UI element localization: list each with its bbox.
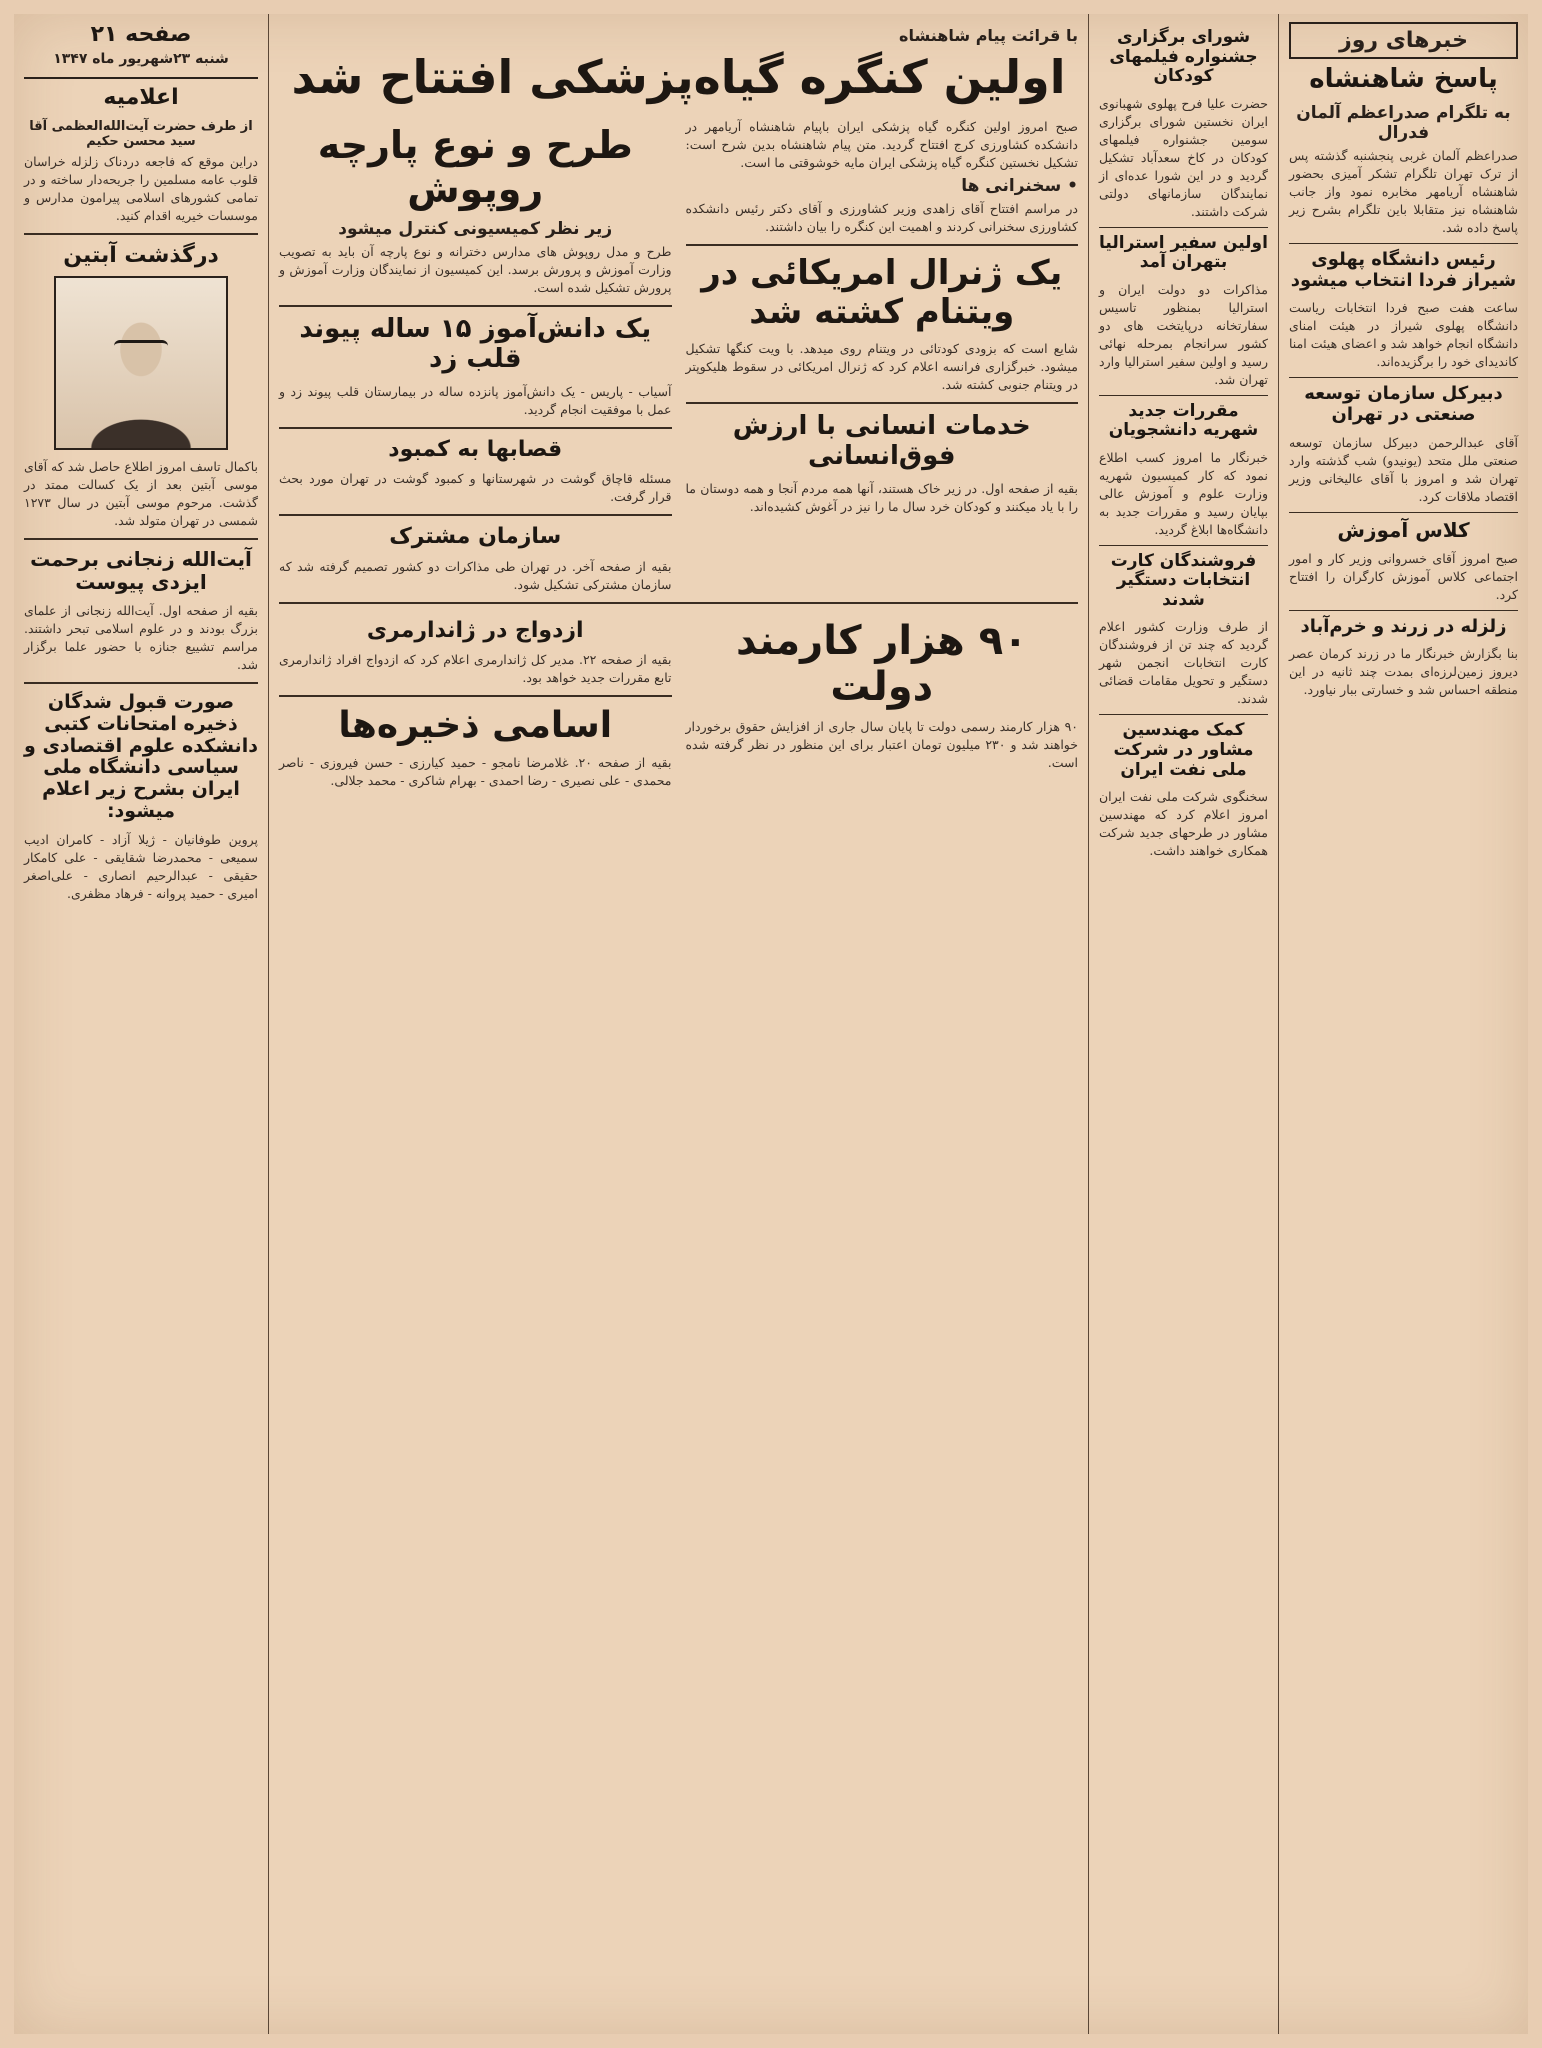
article-vietnam-general: شایع است که بزودی کودتائی در ویتنام روی میدهد. با ویت کنگها تشکیل میشود. خبرگزاری فرانسه اعلام کرد که ژنرال امریکائی در سقوط هلیکوپتر در ویتنام جنوبی کشته شد. — [685, 341, 1078, 393]
headline-training-class: کلاس آموزش — [1337, 517, 1470, 542]
article-zanjani: بقیه از صفحه اول. آیت‌الله زنجانی از علمای بزرگ بودند و در علوم اسلامی تبحر داشتند. مراسم تشییع جنازه با حضور علما برگزار شد. — [24, 602, 258, 672]
article-announcement: دراین موقع که فاجعه دردناک زلزله خراسان قلوب عامه مسلمین را جریحه‌دار ساخته و در تمامی کشورهای اسلامی پیرامون مدارس و موسسات خیریه اقدام کنید. — [24, 153, 258, 223]
headline-film-festival: شورای برگزاری جشنواره فیلمهای کودکان — [1109, 27, 1258, 87]
newspaper-page — [14, 14, 1528, 2034]
page-number: صفحه ۲۱ — [90, 22, 192, 47]
column-news-of-day — [1278, 14, 1528, 2034]
article-film-festival: حضرت علیا فرح پهلوی شهبانوی ایران نخستین شورای برگزاری سومین جشنواره فیلمهای کودکان در کاخ سعدآباد تشکیل گردید و در این شورا عده‌ای از نمایندگان سازمانهای دولتی شرکت داشتند. — [1099, 95, 1268, 219]
article-humane-services: بقیه از صفحه اول. در زیر خاک هستند، آنها همه مردم آنجا و همه دوستان ما را با یاد میکنند و کودکان خرد سال ما را نیز در آغوش کشیده‌اند. — [685, 480, 1078, 514]
headline-reserve-names: اسامی ذخیره‌ها — [338, 704, 613, 746]
headline-oil-consultants: کمک مهندسین مشاور در شرکت ملی نفت ایران — [1113, 720, 1254, 780]
headline-joint-organization: سازمان مشترک — [389, 524, 562, 550]
kicker-congress: با قرائت پیام شاهنشاه — [899, 26, 1078, 45]
issue-date: شنبه ۲۳شهریور ماه ۱۳۴۷ — [53, 51, 229, 68]
article-exam-results: پروین طوفانیان - ژیلا آزاد - کامران ادیب سمیعی - محمدرضا شقایقی - علی کامکار حقیقی - عبدالرحیم انصاری - علی‌اصغر امیری - حمید پروانه - فرهاد مظفری. — [24, 831, 258, 901]
subheadline-announcement: از طرف حضرت آیت‌الله‌العظمی آقا سید محسن حکیم — [29, 118, 253, 149]
article-pahlavi-university: ساعت هفت صبح فردا انتخابات ریاست دانشگاه پهلوی شیراز در هیئت امنای دانشگاه انجام خواهد شد و اعضای هیئت امنا کاندیدای خود را برگزیده‌اند. — [1289, 300, 1518, 370]
article-unido: آقای عبدالرحمن دبیرکل سازمان توسعه صنعتی ملل متحد (یونیدو) شب گذشته وارد تهران شد و امروز با آقای عالیخانی وزیر اقتصاد ملاقات کرد. — [1289, 434, 1518, 504]
article-reserve-names: بقیه از صفحه ۲۰. غلامرضا نامجو - حمید کیارزی - حسن فیروزی - ناصر محمدی - علی نصیری - رضا احمدی - بهرام شاکری - محمد جلالی. — [279, 755, 672, 789]
headline-plant-medicine-congress: اولین کنگره گیاه‌پزشکی افتتاح شد — [291, 50, 1066, 104]
headline-gendarmerie-marriage: ازدواج در ژاندارمری — [366, 617, 584, 643]
headline-pahlavi-university: رئیس دانشگاه پهلوی شیراز فردا انتخاب میشود — [1290, 248, 1517, 291]
article-shah-reply: صدراعظم آلمان غربی پنجشنبه گذشته پس از ترک تهران تلگرام تشکر آمیزی بحضور شاهنشاه آریامهر مخابره نمود واز جانب شاهنشاه نیز متقابلا باین تلگرام بشرح زیر پاسخ داده شد. — [1289, 147, 1518, 235]
article-tuition-rules: خبرنگار ما امروز کسب اطلاع نمود که کار کمیسیون شهریه وزارت علوم و آموزش عالی بپایان رسید و مقررات جدید به دانشگاه‌ها ابلاغ گردید. — [1099, 449, 1268, 537]
article-congress: صبح امروز اولین کنگره گیاه پزشکی ایران باپیام شاهنشاه آریامهر در دانشکده کشاورزی کرج افتتاح گردید. متن پیام شاهنشاه بدین شرح است: تشکیل نخستین کنگره گیاه پزشکی ایران مایه خوشوقتی ما است. — [685, 118, 1078, 170]
column-left — [14, 14, 268, 2034]
article-training-class: صبح امروز آقای خسروانی وزیر کار و امور اجتماعی کلاس آموزش کارگران را افتتاح کرد. — [1289, 550, 1518, 602]
article-earthquake: بنا بگزارش خبرنگار ما در زرند کرمان عصر دیروز زمین‌لرزه‌ای بمدت چند ثانیه در این منطقه احساس شد و خسارتی ببار نیاورد. — [1289, 646, 1518, 698]
article-abtin-death: باکمال تاسف امروز اطلاع حاصل شد که آقای موسی آبتین بعد از یک کسالت ممتد در گذشت. مرحوم موسی آبتین در سال ۱۲۷۳ شمسی در تهران متولد شد. — [24, 458, 258, 528]
column-two — [1088, 14, 1278, 2034]
headline-earthquake: زلزله در زرند و خرم‌آباد — [1300, 615, 1507, 637]
headline-heart-transplant: یک دانش‌آموز ۱۵ ساله پیوند قلب زد — [299, 314, 652, 375]
page-header — [24, 22, 258, 79]
article-uniform-fabric: طرح و مدل روپوش های مدارس دخترانه و نوع پارچه آن باید به تصویب وزارت آموزش و پرورش برسد. این کمیسیون از نمایندگان وزارت آموزش و پرورش تشکیل شده است. — [279, 244, 672, 296]
headline-uniform-fabric: طرح و نوع پارچه روپوش — [317, 122, 633, 211]
subheading-speeches: • سخنرانی ها — [961, 175, 1078, 196]
article-oil-consultants: سخنگوی شرکت ملی نفت ایران امروز اعلام کرد که مهندسین مشاور در طرحهای جدید شرکت همکاری خواهند داشت. — [1099, 789, 1268, 859]
article-butchers: مسئله قاچاق گوشت در شهرستانها و کمبود گوشت در تهران مورد بحث قرار گرفت. — [279, 471, 672, 505]
headline-unido: دبیرکل سازمان توسعه صنعتی در تهران — [1304, 383, 1503, 425]
article-gendarmerie-marriage: بقیه از صفحه ۲۲. مدیر کل ژاندارمری اعلام کرد که ازدواج افراد ژاندارمری تابع مقررات جدید خواهد بود. — [279, 651, 672, 685]
article-90k-employees: ۹۰ هزار کارمند رسمی دولت تا پایان سال جاری از افزایش حقوق برخوردار خواهند شد و ۲۳۰ میلیون تومان اعتبار برای این منظور در نظر گرفته شده است. — [685, 718, 1078, 770]
article-election-cards: از طرف وزارت کشور اعلام گردید که چند تن از فروشندگان کارت انتخابات انجمن شهر دستگیر و تحویل مقامات قضائی شدند. — [1099, 619, 1268, 707]
headline-exam-results: صورت قبول شدگان ذخیره امتحانات کتبی دانشکده علوم اقتصادی و سیاسی دانشگاه ملی ایران بشرح زیر اعلام میشود: — [24, 690, 258, 823]
article-speeches: در مراسم افتتاح آقای زاهدی وزیر کشاورزی و آقای دکتر رئیس دانشکده کشاورزی سخنرانی کردند و اهمیت این کنگره را بیان داشتند. — [685, 200, 1078, 234]
headline-abtin-death: درگذشت آبتین — [63, 242, 219, 268]
article-australia-ambassador: مذاکرات دو دولت ایران و استرالیا بمنظور تاسیس سفارتخانه درپایتخت های دو کشور سرانجام بمرحله نهائی رسید و اولین سفیر استرالیا وارد تهران شد. — [1099, 281, 1268, 387]
headline-election-cards: فروشندگان کارت انتخابات دستگیر شدند — [1110, 550, 1257, 610]
subheadline-uniform-fabric: زیر نظر کمیسیونی کنترل میشود — [338, 219, 613, 240]
headline-announcement: اعلامیه — [103, 85, 179, 111]
section-box-news: خبرهای روز — [1289, 22, 1518, 59]
headline-90k-employees: ۹۰ هزار کارمند دولت — [735, 617, 1028, 710]
column-main — [268, 14, 1088, 2034]
headline-tuition-rules: مقررات جدید شهریه دانشجویان — [1108, 400, 1259, 441]
article-joint-organization: بقیه از صفحه آخر. در تهران طی مذاکرات دو کشور تصمیم گرفته شد که سازمان مشترکی تشکیل شود. — [279, 558, 672, 592]
portrait-photo — [54, 276, 228, 450]
headline-humane-services: خدمات انسانی با ارزش فوق‌انسانی — [732, 411, 1031, 471]
subheadline-shah-reply: به تلگرام صدراعظم آلمان فدرال — [1296, 102, 1511, 143]
headline-zanjani: آیت‌الله زنجانی برحمت ایزدی پیوست — [30, 546, 252, 594]
headline-butchers: قصابها به کمبود — [388, 437, 563, 463]
article-heart-transplant: آسیاب - پاریس - یک دانش‌آموز پانزده ساله در بیمارستان قلب پیوند زد و عمل با موفقیت انجام گردید. — [279, 384, 672, 418]
headline-australia-ambassador: اولین سفیر استرالیا بتهران آمد — [1099, 232, 1268, 273]
headline-shah-reply: پاسخ شاهنشاه — [1309, 64, 1498, 94]
headline-vietnam-general: یک ژنرال امریکائی در ویتنام کشته شد — [701, 252, 1063, 332]
